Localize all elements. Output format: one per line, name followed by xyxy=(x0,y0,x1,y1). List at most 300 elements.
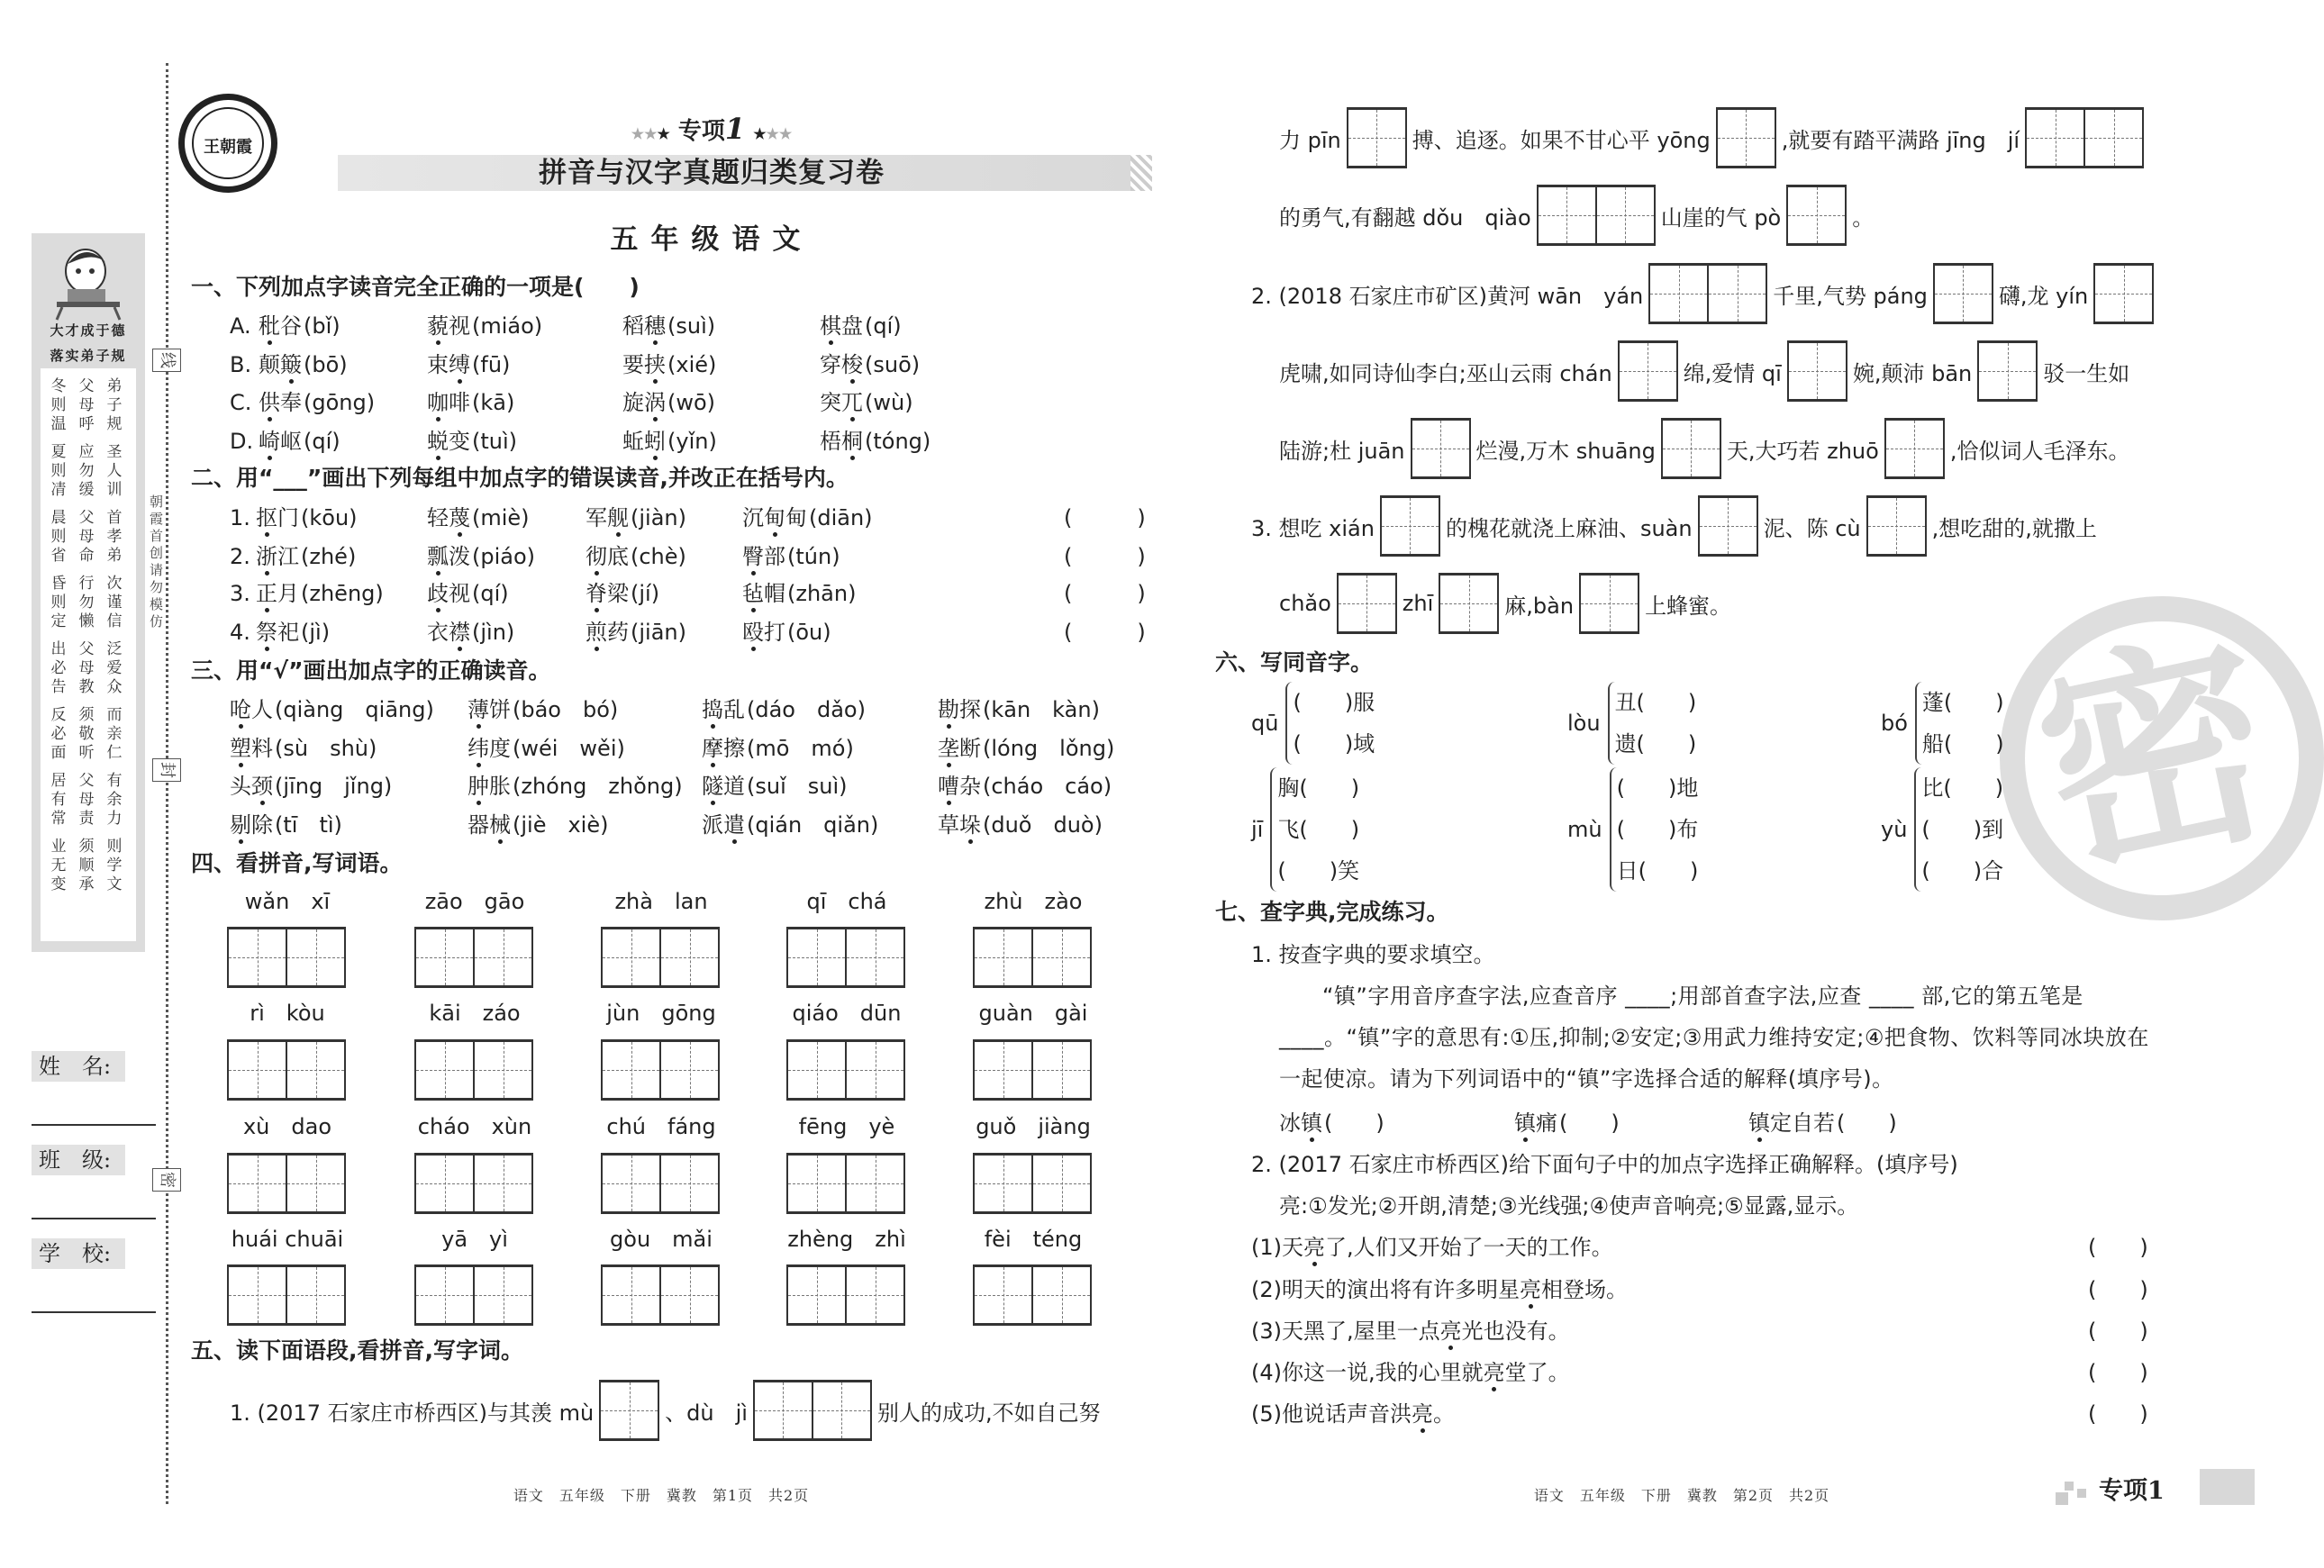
line-text: 绵,爱情 qī xyxy=(1683,360,1782,386)
homophone-blank[interactable]: ( )笑 xyxy=(1277,858,1360,884)
writing-cell[interactable] xyxy=(1440,576,1499,631)
word-text: 毡帽 xyxy=(742,581,785,606)
writing-cell[interactable] xyxy=(1033,929,1092,985)
homophone-blank[interactable]: 比( ) xyxy=(1921,775,2004,801)
writing-cell[interactable] xyxy=(416,1267,475,1323)
emphasis-dot xyxy=(595,608,599,612)
page-subtitle: 五年级语文 xyxy=(610,223,813,256)
writing-cell[interactable] xyxy=(1348,110,1407,166)
answer-parentheses[interactable]: ( ) xyxy=(2088,1360,2148,1385)
writing-box[interactable] xyxy=(1337,573,1397,634)
verse-row: 则勿人 xyxy=(50,462,135,480)
word-item xyxy=(622,389,715,416)
line-text: chǎo xyxy=(1279,591,1331,616)
emphasis-dot xyxy=(829,340,833,345)
line-text: 别人的成功,不如自己努 xyxy=(876,1400,1101,1426)
writing-box[interactable] xyxy=(1866,495,1927,557)
writing-cell[interactable] xyxy=(603,1267,661,1323)
writing-cell[interactable] xyxy=(475,1042,533,1098)
writing-cell[interactable] xyxy=(1597,187,1656,243)
writing-box[interactable] xyxy=(601,1039,720,1101)
word-item xyxy=(586,504,686,531)
pinyin-prompt: jùn gōng xyxy=(606,1001,716,1026)
answer-parentheses[interactable]: ( ) xyxy=(2088,1319,2148,1344)
writing-box[interactable] xyxy=(227,1153,346,1214)
sentence-item xyxy=(1251,1276,1628,1303)
writing-cell[interactable] xyxy=(1033,1156,1092,1211)
writing-cell[interactable] xyxy=(975,929,1033,985)
verse-row: 必敬亲 xyxy=(50,725,135,743)
verse-row: 变承文 xyxy=(50,875,135,893)
word-pinyin: (tún) xyxy=(787,544,840,569)
homophone-blank[interactable]: ( )到 xyxy=(1921,817,2004,842)
pinyin-prompt: zhà lan xyxy=(614,889,708,914)
line-text: ,想吃甜的,就撒上 xyxy=(1931,515,2097,541)
writing-cell[interactable] xyxy=(1709,266,1767,322)
option-label: B. xyxy=(230,352,252,377)
writing-cell[interactable] xyxy=(1412,421,1471,476)
writing-cell[interactable] xyxy=(975,1156,1033,1211)
emphasis-dot xyxy=(653,379,658,384)
verse-row: 定懒信 xyxy=(50,612,135,630)
fill-in-line xyxy=(1251,261,2154,326)
word-pinyin: (qí) xyxy=(304,429,340,454)
word-item xyxy=(256,619,330,646)
writing-cell[interactable] xyxy=(661,1156,720,1211)
writing-box[interactable] xyxy=(1380,495,1440,557)
writing-cell[interactable] xyxy=(847,1267,905,1323)
homophone-blank[interactable]: 船( ) xyxy=(1921,731,2004,757)
writing-cell[interactable] xyxy=(813,1382,872,1438)
word-text: 勘探 xyxy=(938,697,981,722)
star-icon: ★ xyxy=(753,125,767,142)
writing-cell[interactable] xyxy=(975,1267,1033,1323)
answer-parentheses[interactable]: ( ) xyxy=(1064,620,1146,645)
motto-line: 落实弟子规 xyxy=(50,348,127,364)
writing-cell[interactable] xyxy=(1382,498,1440,554)
writing-box[interactable] xyxy=(973,1153,1092,1214)
writing-box[interactable] xyxy=(753,1380,872,1441)
section-heading-6: 六、写同音字。 xyxy=(1215,649,1374,675)
word-item xyxy=(702,773,848,800)
verse-row: 则勿谨 xyxy=(50,594,135,612)
writing-box[interactable] xyxy=(601,1153,720,1214)
line-text: 泥、陈 cù xyxy=(1763,515,1861,541)
writing-cell[interactable] xyxy=(1620,343,1678,399)
emphasis-dot xyxy=(711,763,715,767)
writing-cell[interactable] xyxy=(1979,343,2038,399)
word-pinyin: ( ) xyxy=(1559,1110,1620,1136)
writing-box[interactable] xyxy=(414,1264,533,1326)
emphasis-dot xyxy=(289,379,294,384)
homophone-blank[interactable]: 蓬( ) xyxy=(1921,690,2004,715)
writing-cell[interactable] xyxy=(788,1267,847,1323)
writing-box[interactable] xyxy=(1933,263,1993,324)
pinyin-prompt: gòu mǎi xyxy=(610,1227,713,1252)
word-pinyin: (tóng) xyxy=(865,429,931,454)
word-pinyin: (wéi wěi) xyxy=(513,736,625,761)
writing-cell[interactable] xyxy=(1663,421,1721,476)
class-label: 班 级: xyxy=(32,1145,125,1175)
sentence-text: (1)天 xyxy=(1251,1235,1303,1260)
homophone-group xyxy=(1881,767,2003,892)
verse-row: 必母爱 xyxy=(50,659,135,677)
word-item xyxy=(938,735,1114,762)
row-number: 3. xyxy=(230,581,250,606)
homophone-group xyxy=(1567,682,1696,765)
word-item xyxy=(586,619,686,646)
writing-cell[interactable] xyxy=(229,1042,287,1098)
line-text: 婉,颠沛 bān xyxy=(1852,360,1973,386)
writing-cell[interactable] xyxy=(847,1156,905,1211)
homophone-pinyin: jī xyxy=(1251,817,1264,842)
word-text: 臀部 xyxy=(742,544,785,569)
word-text: 秕谷 xyxy=(259,313,302,339)
emphasis-dot xyxy=(239,724,243,729)
sidebar-panel xyxy=(32,233,145,952)
word-item xyxy=(702,735,854,762)
word-item xyxy=(820,313,902,340)
emphasis-dot xyxy=(436,417,440,421)
writing-cell[interactable] xyxy=(2085,110,2144,166)
word-item xyxy=(427,543,535,570)
homophone-blank[interactable]: ( )合 xyxy=(1921,858,2004,884)
emphasis-dot xyxy=(751,647,756,651)
homophone-blank[interactable]: 丑( ) xyxy=(1614,690,1697,715)
emphasis-dot xyxy=(947,763,951,767)
writing-cell[interactable] xyxy=(661,929,720,985)
writing-box[interactable] xyxy=(1716,107,1776,168)
writing-cell[interactable] xyxy=(287,1156,346,1211)
writing-cell[interactable] xyxy=(229,1156,287,1211)
word-pinyin: (jìn) xyxy=(472,620,515,645)
answer-parentheses[interactable]: ( ) xyxy=(1064,581,1146,606)
writing-cell[interactable] xyxy=(229,1267,287,1323)
line-text: 1. (2017 石家庄市桥西区)与其羡 mù xyxy=(230,1400,595,1426)
homophone-group xyxy=(1251,767,1359,892)
verse-gap xyxy=(41,763,136,772)
sentence-text: (2)明天的演出将有许多明星 xyxy=(1251,1277,1520,1302)
writing-cell[interactable] xyxy=(287,1267,346,1323)
writing-box[interactable] xyxy=(601,927,720,988)
row-number: 2. xyxy=(230,544,250,569)
brace-lines xyxy=(1914,767,2003,892)
pinyin-prompt: fēng yè xyxy=(798,1114,895,1139)
line-text: 搏、追逐。如果不甘心平 yōng xyxy=(1412,127,1711,153)
word-item xyxy=(938,773,1112,800)
writing-cell[interactable] xyxy=(1581,576,1639,631)
writing-cell[interactable] xyxy=(2027,110,2085,166)
word-pinyin: (jiān) xyxy=(631,620,686,645)
brace-lines xyxy=(1915,682,2004,765)
word-text: 薄饼 xyxy=(468,697,511,722)
writing-box[interactable] xyxy=(1411,418,1471,479)
writing-cell[interactable] xyxy=(1339,576,1397,631)
writing-box[interactable] xyxy=(414,1153,533,1214)
answer-parentheses[interactable]: ( ) xyxy=(2088,1235,2148,1260)
homophone-blank[interactable]: 飞( ) xyxy=(1277,817,1360,842)
writing-box[interactable] xyxy=(973,1039,1092,1101)
word-pinyin: (chè) xyxy=(631,544,686,569)
writing-cell[interactable] xyxy=(1718,110,1776,166)
word-pinyin: (sù shù) xyxy=(275,736,377,761)
word-text: 纬度 xyxy=(468,736,511,761)
verse-row: 温呼规 xyxy=(50,415,135,433)
writing-cell[interactable] xyxy=(416,1156,475,1211)
word-pinyin: (diān) xyxy=(809,505,873,530)
writing-box[interactable] xyxy=(1786,185,1847,246)
homophone-blank[interactable]: ( )地 xyxy=(1616,775,1699,801)
word-item xyxy=(427,351,510,378)
verse-row: 晨父首 xyxy=(50,509,135,527)
writing-cell[interactable] xyxy=(603,929,661,985)
emphasis-dot xyxy=(1523,1137,1528,1142)
word-pinyin: (qiàng qiāng) xyxy=(275,697,434,722)
emphasis-dot xyxy=(751,608,756,612)
word-text: 冰镇 xyxy=(1279,1110,1322,1136)
verse-row: 则母孝 xyxy=(50,528,135,546)
sentence-text: (5)他说话声音洪 xyxy=(1251,1401,1412,1427)
option-label: C. xyxy=(230,390,252,415)
writing-box[interactable] xyxy=(1618,340,1678,402)
writing-box[interactable] xyxy=(1648,263,1767,324)
name-input-line[interactable] xyxy=(32,1124,156,1126)
writing-cell[interactable] xyxy=(287,929,346,985)
word-text: 军舰 xyxy=(586,505,629,530)
school-input-line[interactable] xyxy=(32,1311,156,1313)
writing-cell[interactable] xyxy=(1935,266,1993,322)
star-icon: ★★ xyxy=(631,125,658,142)
writing-cell[interactable] xyxy=(416,1042,475,1098)
writing-box[interactable] xyxy=(786,1153,905,1214)
cartoon-student-illustration xyxy=(32,237,145,322)
writing-cell[interactable] xyxy=(788,1156,847,1211)
writing-cell[interactable] xyxy=(847,929,905,985)
writing-cell[interactable] xyxy=(475,1156,533,1211)
writing-cell[interactable] xyxy=(1886,421,1945,476)
writing-cell[interactable] xyxy=(1788,187,1847,243)
word-text: 煎药 xyxy=(586,620,629,645)
answer-parentheses[interactable]: ( ) xyxy=(2088,1401,2148,1427)
writing-cell[interactable] xyxy=(475,929,533,985)
row-number: 4. xyxy=(230,620,250,645)
word-item xyxy=(622,351,716,378)
line-text: 3. 想吃 xián xyxy=(1251,515,1375,541)
word-pinyin: (jīng jǐng) xyxy=(275,774,393,799)
word-text: 沉甸甸 xyxy=(742,505,807,530)
writing-cell[interactable] xyxy=(287,1042,346,1098)
verse-row: 省命弟 xyxy=(50,547,135,565)
writing-cell[interactable] xyxy=(847,1042,905,1098)
writing-box[interactable] xyxy=(414,927,533,988)
writing-box[interactable] xyxy=(2025,107,2144,168)
word-text: 旋涡 xyxy=(622,390,666,415)
word-pinyin: (bǐ) xyxy=(304,313,340,339)
writing-cell[interactable] xyxy=(1700,498,1758,554)
writing-box[interactable] xyxy=(227,927,346,988)
word-item xyxy=(820,428,931,455)
emphasis-dot xyxy=(458,532,462,537)
line-text: ,就要有踏平满路 jīng jí xyxy=(1781,127,2020,153)
pinyin-prompt: qiáo dūn xyxy=(792,1001,902,1026)
word-text: 棋盘 xyxy=(820,313,863,339)
word-pinyin: (zhé) xyxy=(301,544,357,569)
word-item xyxy=(622,313,715,340)
answer-parentheses[interactable]: ( ) xyxy=(1064,505,1146,530)
word-item xyxy=(427,389,514,416)
writing-box[interactable] xyxy=(1698,495,1758,557)
pinyin-prompt: zhù zào xyxy=(984,889,1083,914)
word-pinyin: (zhóng zhǒng) xyxy=(513,774,683,799)
writing-cell[interactable] xyxy=(1539,187,1597,243)
verse-row: 则母子 xyxy=(50,396,135,414)
word-pinyin: (wō) xyxy=(667,390,716,415)
homophone-blank[interactable]: ( )布 xyxy=(1616,817,1699,842)
writing-cell[interactable] xyxy=(601,1382,659,1438)
emphasis-dot xyxy=(653,340,658,345)
line-text: 的槐花就浇上麻油、suàn xyxy=(1445,515,1693,541)
writing-box[interactable] xyxy=(973,927,1092,988)
word-pinyin: ( ) xyxy=(1324,1110,1384,1136)
binding-mark: 线 xyxy=(152,349,181,372)
writing-box[interactable] xyxy=(1347,107,1407,168)
answer-parentheses[interactable]: ( ) xyxy=(1064,544,1146,569)
word-item xyxy=(1279,1110,1384,1137)
word-item xyxy=(230,696,434,723)
writing-cell[interactable] xyxy=(661,1267,720,1323)
word-pinyin: (jì) xyxy=(301,620,331,645)
verse-gap xyxy=(41,829,136,838)
writing-box[interactable] xyxy=(786,1039,905,1101)
writing-cell[interactable] xyxy=(975,1042,1033,1098)
emphasis-dot xyxy=(477,801,481,805)
emphasis-dot xyxy=(850,456,855,460)
writing-box[interactable] xyxy=(786,927,905,988)
sentence-text: 。 xyxy=(1433,1401,1455,1427)
word-text: 剔除 xyxy=(230,812,273,838)
homophone-blank[interactable]: ( )域 xyxy=(1293,731,1375,757)
verse-gap xyxy=(41,500,136,509)
fill-in-line xyxy=(230,1378,1101,1443)
option-label: D. xyxy=(230,429,254,454)
writing-cell[interactable] xyxy=(788,1042,847,1098)
writing-box[interactable] xyxy=(1537,185,1656,246)
homophone-pinyin: mù xyxy=(1567,817,1602,842)
writing-cell[interactable] xyxy=(1033,1042,1092,1098)
line-text: 虎啸,如同诗仙李白;巫山云雨 chán xyxy=(1279,360,1612,386)
writing-box[interactable] xyxy=(973,1264,1092,1326)
emphasis-dot xyxy=(751,571,756,576)
word-text: 束缚 xyxy=(427,352,470,377)
pinyin-prompt: qī chá xyxy=(806,889,887,914)
writing-cell[interactable] xyxy=(1033,1267,1092,1323)
word-item xyxy=(259,389,375,416)
line-text: 的勇气,有翻越 dǒu qiào xyxy=(1279,204,1531,231)
word-item xyxy=(230,735,377,762)
word-pinyin: (qián qiǎn) xyxy=(747,812,879,838)
word-pinyin: (jí) xyxy=(631,581,660,606)
line-text: 力 pīn xyxy=(1279,127,1341,153)
writing-box[interactable] xyxy=(1439,573,1499,634)
emphasis-dot xyxy=(850,417,855,421)
writing-cell[interactable] xyxy=(229,929,287,985)
writing-cell[interactable] xyxy=(416,929,475,985)
word-text: 崎岖 xyxy=(259,429,302,454)
writing-box[interactable] xyxy=(227,1039,346,1101)
fill-in-line xyxy=(1279,571,1731,636)
homophone-blank[interactable]: 遗( ) xyxy=(1614,731,1697,757)
writing-cell[interactable] xyxy=(475,1267,533,1323)
writing-cell[interactable] xyxy=(603,1156,661,1211)
word-text: 轻蔑 xyxy=(427,505,470,530)
writing-box[interactable] xyxy=(414,1039,533,1101)
line-text: zhī xyxy=(1402,591,1434,616)
writing-cell[interactable] xyxy=(603,1042,661,1098)
word-text: 派遣 xyxy=(702,812,745,838)
writing-cell[interactable] xyxy=(661,1042,720,1098)
word-text: 正月 xyxy=(256,581,299,606)
fill-in-line xyxy=(1279,183,1874,248)
writing-cell[interactable] xyxy=(2095,266,2154,322)
writing-cell[interactable] xyxy=(1868,498,1927,554)
writing-box[interactable] xyxy=(601,1264,720,1326)
word-pinyin: ( ) xyxy=(1837,1110,1897,1136)
word-pinyin: (zhān) xyxy=(787,581,857,606)
word-text: 衣襟 xyxy=(427,620,470,645)
writing-box[interactable] xyxy=(1579,573,1639,634)
homophone-blank[interactable]: 胸( ) xyxy=(1277,775,1360,801)
writing-box[interactable] xyxy=(227,1264,346,1326)
homophone-blank[interactable]: 日( ) xyxy=(1616,858,1699,884)
writing-box[interactable] xyxy=(599,1380,659,1441)
writing-cell[interactable] xyxy=(1789,343,1847,399)
homophone-pinyin: bó xyxy=(1881,711,1908,736)
verse-panel xyxy=(41,368,136,941)
subquestion-2-title: 2. (2017 石家庄市桥西区)给下面句子中的加点字选择正确解释。(填序号) xyxy=(1251,1152,1958,1177)
class-input-line[interactable] xyxy=(32,1218,156,1219)
section-heading-4: 四、看拼音,写词语。 xyxy=(191,850,403,876)
copyright-note: 朝霞首创 请勿模仿 xyxy=(150,494,164,630)
word-pinyin: (piáo) xyxy=(472,544,536,569)
writing-box[interactable] xyxy=(1661,418,1721,479)
dictionary-paragraph: “镇”字用音序查字法,应查音序 ____;用部首查字法,应查 ____ 部,它的第五笔是 ____。“镇”字的意思有:①压,抑制;②安定;③用武力维持安定;④把食物、饮料等同冰块放在一起使凉。请为下列词语中的“镇”字选择合适的解释(填序号)。 xyxy=(1279,983,2149,1092)
writing-cell[interactable] xyxy=(788,929,847,985)
answer-parentheses[interactable]: ( ) xyxy=(2088,1277,2148,1302)
writing-box[interactable] xyxy=(1977,340,2038,402)
word-text: 浙江 xyxy=(256,544,299,569)
name-label: 姓 名: xyxy=(32,1051,125,1082)
emphasis-dot xyxy=(1757,1137,1762,1142)
homophone-blank[interactable]: ( )服 xyxy=(1293,690,1375,715)
word-text: 镇痛 xyxy=(1514,1110,1557,1136)
writing-cell[interactable] xyxy=(755,1382,813,1438)
writing-cell[interactable] xyxy=(1650,266,1709,322)
writing-box[interactable] xyxy=(786,1264,905,1326)
writing-box[interactable] xyxy=(2093,263,2154,324)
word-pinyin: (qí) xyxy=(472,581,509,606)
writing-box[interactable] xyxy=(1787,340,1847,402)
verse-row: 无顺学 xyxy=(50,857,135,875)
line-text: 烂漫,万木 shuāng xyxy=(1475,438,1656,464)
emphasis-dot xyxy=(436,571,440,576)
verse-row: 夏应圣 xyxy=(50,443,135,461)
writing-box[interactable] xyxy=(1884,418,1945,479)
emphasis-dot xyxy=(477,763,481,767)
homophone-pinyin: yù xyxy=(1881,817,1908,842)
binding-dotted-line xyxy=(166,63,168,1504)
word-pinyin: (kōu) xyxy=(301,505,358,530)
section-heading-7: 七、查字典,完成练习。 xyxy=(1215,899,1449,925)
